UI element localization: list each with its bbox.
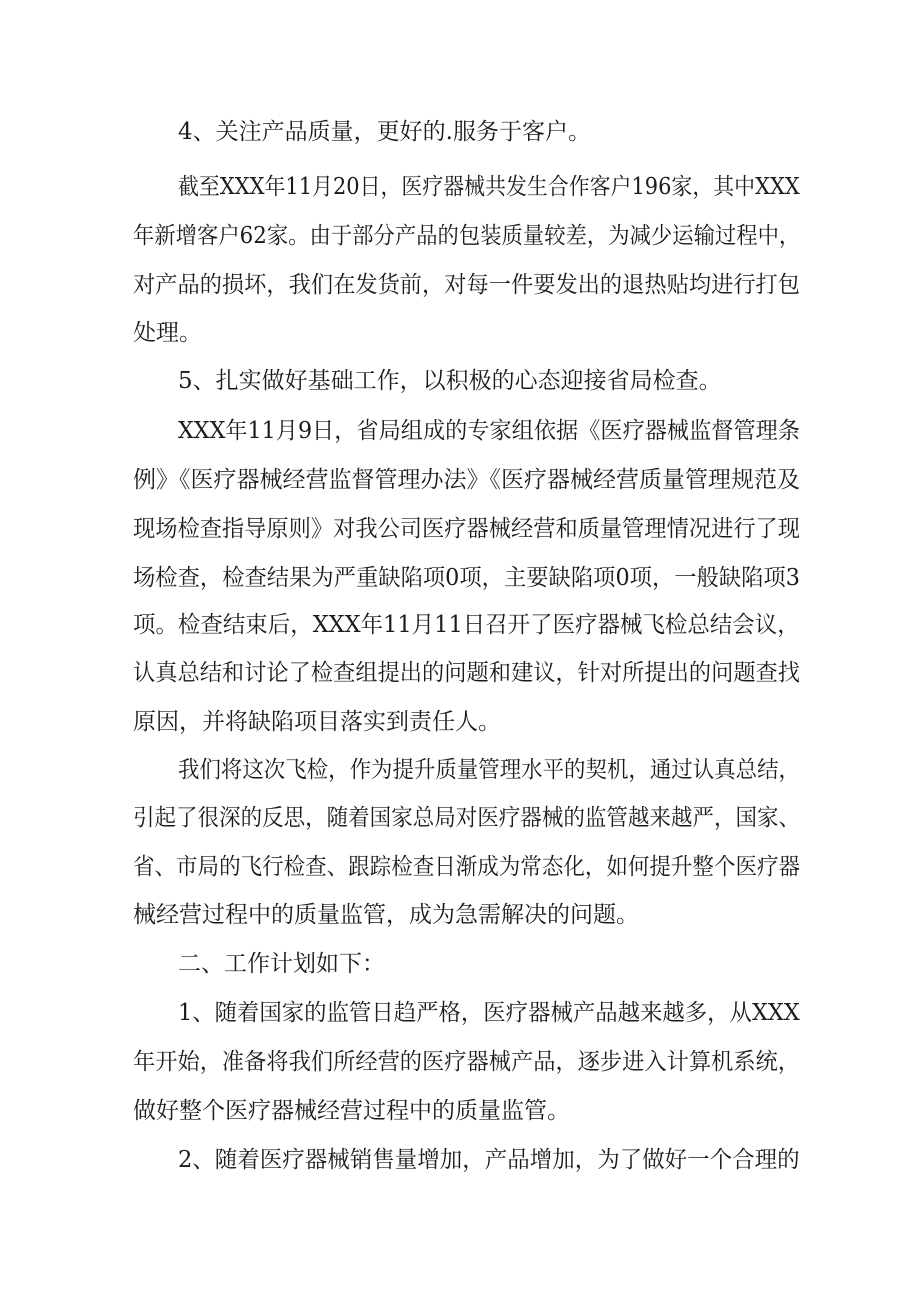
line-19: 1、随着国家的监管日趋严格，医疗器械产品越来越多，从XXX [178,1000,800,1026]
line-21: 做好整个医疗器械经营过程中的质量监管。 [133,1098,570,1124]
line-11: 项。检查结束后，XXX年11月11日召开了医疗器械飞检总结会议， [133,612,800,638]
line-20: 年开始，准备将我们所经营的医疗器械产品，逐步进入计算机系统， [133,1049,801,1075]
line-17: 械经营过程中的质量监管，成为急需解决的问题。 [133,902,639,928]
line-1: 4、关注产品质量，更好的.服务于客户。 [178,119,591,145]
line-22: 2、随着医疗器械销售量增加，产品增加，为了做好一个合理的 [178,1147,800,1173]
line-7: XXX年11月9日，省局组成的专家组依据《医疗器械监督管理条 [178,418,801,444]
line-12: 认真总结和讨论了检查组提出的问题和建议，针对所提出的问题查找 [133,660,801,686]
line-6: 5、扎实做好基础工作，以积极的心态迎接省局检查。 [178,368,722,394]
line-14: 我们将这次飞检，作为提升质量管理水平的契机，通过认真总结， [178,757,800,783]
line-10: 场检查，检查结果为严重缺陷项0项，主要缺陷项0项，一般缺陷项3 [133,565,800,591]
line-5: 处理。 [133,320,202,346]
line-4: 对产品的损坏，我们在发货前，对每一件要发出的退热贴均进行打包 [133,272,801,298]
line-16: 省、市局的飞行检查、跟踪检查日渐成为常态化，如何提升整个医疗器 [133,854,801,880]
line-13: 原因，并将缺陷项目落实到责任人。 [133,709,501,735]
line-15: 引起了很深的反思，随着国家总局对医疗器械的监管越来越严，国家、 [133,805,801,831]
line-2: 截至XXX年11月20日，医疗器械共发生合作客户196家，其中XXX [178,174,800,200]
section-heading: 二、工作计划如下： [178,951,385,977]
line-8: 例》《医疗器械经营监督管理办法》《医疗器械经营质量管理规范及 [133,467,800,493]
line-9: 现场检查指导原则》对我公司医疗器械经营和质量管理情况进行了现 [133,516,801,542]
line-3: 年新增客户62家。由于部分产品的包装质量较差，为减少运输过程中， [133,223,801,249]
